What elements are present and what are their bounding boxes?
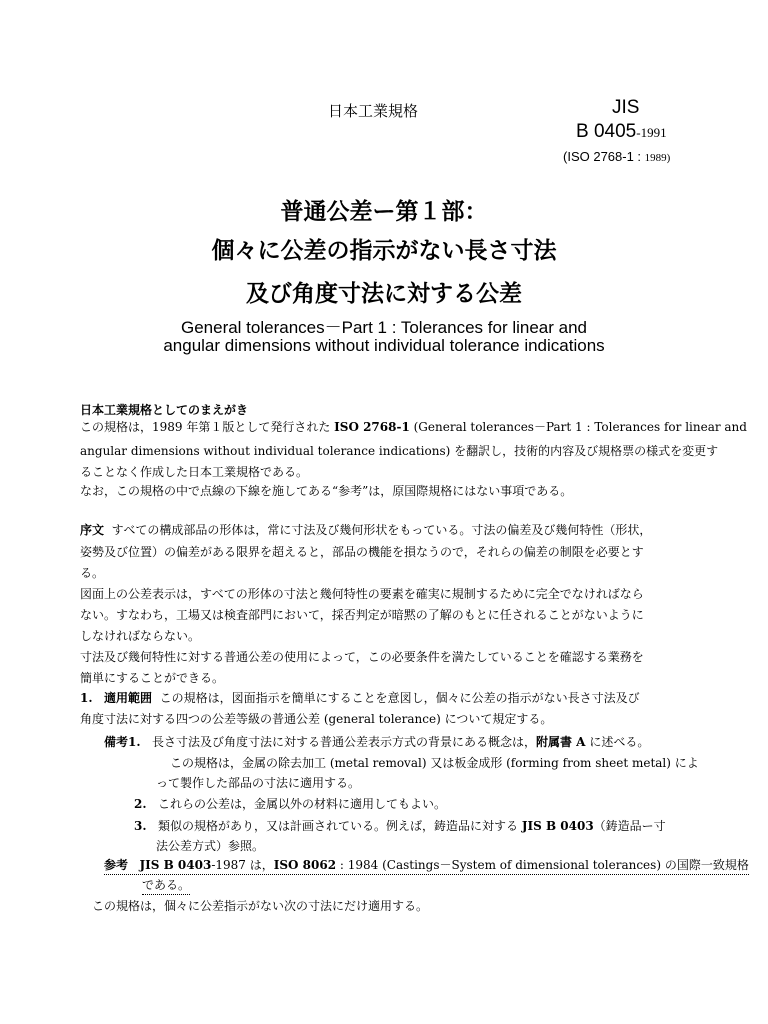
preface-iso-ref: ISO 2768-1: [334, 420, 410, 434]
scope-last-line: この規格は，個々に公差指示がない次の寸法にだけ適用する。: [92, 899, 429, 913]
remark3-line2: 法公差方式）参照。: [156, 839, 265, 853]
remark2: [134, 796, 446, 812]
intro-line8: 簡単にすることができる。: [80, 671, 225, 685]
reference-text-d: : 1984 (Castings－System of dimensional tolerances) の国際一致規格: [336, 858, 749, 872]
title-jp-line3: 及び角度寸法に対する公差: [246, 281, 522, 307]
reference-line1: [104, 857, 749, 875]
preface-line1: [80, 419, 747, 435]
standard-number: B 0405: [576, 121, 637, 142]
intro-label: 序文: [80, 523, 105, 537]
title-en-line2: angular dimensions without individual tolerance indications: [163, 336, 605, 355]
scope-line1: [80, 690, 640, 706]
remark2-text: これらの公差は，金属以外の材料に適用してもよい。: [157, 797, 446, 811]
intro-line4: 図面上の公差表示は，すべての形体の寸法と幾何特性の要素を確実に規制するために完全でなければなら: [80, 587, 644, 601]
reference-jis: JIS B 0403: [139, 858, 212, 872]
title-jp-line2: 個々に公差の指示がない長さ寸法: [211, 238, 557, 264]
remark1-line2: この規格は，金属の除去加工 (metal removal) 又は板金成形 (forming from sheet metal) によ: [170, 756, 699, 770]
reference-label: 参考: [104, 858, 129, 872]
scope-label: 適用範囲: [103, 691, 152, 705]
preface-heading: 日本工業規格としてのまえがき: [80, 403, 249, 417]
preface-line3: ることなく作成した日本工業規格である。: [80, 465, 309, 479]
remark1-text-a: 長さ寸法及び角度寸法に対する普通公差表示方式の背景にある概念は，: [151, 735, 536, 749]
remark1-label: 備考1.: [104, 735, 141, 749]
intro-line2: 姿勢及び位置）の偏差がある限界を超えると，部品の機能を損なうので，それらの偏差の制限を必要とす: [80, 545, 644, 559]
scope-number: 1.: [80, 691, 93, 705]
remark2-number: 2.: [134, 797, 147, 811]
remark1-annex: 附属書 A: [536, 735, 586, 749]
remark3-text-c: （鋳造品ー寸: [593, 819, 666, 833]
header-jp-title: 日本工業規格: [328, 102, 419, 120]
standard-year: -1991: [636, 125, 667, 140]
preface-text-c: (General tolerances－Part 1 : Tolerances for linear and: [409, 420, 747, 434]
iso-number: (ISO 2768-1 :: [563, 149, 645, 164]
title-en-line1: General tolerances－Part 1 : Tolerances for linear and: [180, 318, 588, 337]
remark3-number: 3.: [134, 819, 147, 833]
header-iso-reference: [563, 149, 670, 164]
intro-line6: しなければならない。: [80, 629, 201, 643]
intro-text1: すべての構成部品の形体は，常に寸法及び幾何形状をもっている。寸法の偏差及び幾何特性（形状，: [111, 523, 652, 537]
intro-line3: る。: [80, 566, 105, 580]
header-jis-label: JIS: [612, 97, 640, 118]
remark1-line1: [104, 734, 649, 750]
scope-line2: 角度寸法に対する四つの公差等級の普通公差 (general tolerance) について規定する。: [80, 712, 553, 726]
remark3-text-a: 類似の規格があり，又は計画されている。例えば，鋳造品に対する: [157, 819, 522, 833]
preface-text-a: この規格は，1989 年第１版として発行された: [80, 420, 335, 434]
intro-line7: 寸法及び幾何特性に対する普通公差の使用によって，この必要条件を満たしていることを確認する業務を: [80, 650, 644, 664]
remark3-jis-ref: JIS B 0403: [521, 819, 594, 833]
reference-line2: である。: [142, 877, 190, 895]
remark1-line3: って製作した部品の寸法に適用する。: [156, 776, 361, 790]
remark1-text-c: に述べる。: [585, 735, 650, 749]
iso-year: 1989): [644, 152, 671, 164]
reference-text-b: -1987 は，: [211, 858, 274, 872]
remark3-line1: [134, 818, 666, 834]
reference-iso: ISO 8062: [273, 858, 337, 872]
scope-text1: この規格は，図面指示を簡単にすることを意図し，個々に公差の指示がない長さ寸法及び: [159, 691, 640, 705]
intro-line5: ない。すなわち，工場又は検査部門において，採否判定が暗黙の了解のもとに任されることがないように: [80, 608, 644, 622]
title-jp-line1: 普通公差ー第１部：: [280, 199, 488, 225]
header-standard-number: [576, 121, 667, 143]
preface-line2: angular dimensions without individual tolerance indications) を翻訳し，技術的内容及び規格票の様式を変更す: [80, 444, 719, 458]
intro-line1: [80, 522, 651, 538]
preface-line4: なお，この規格の中で点線の下線を施してある“参考”は，原国際規格にはない事項である。: [80, 484, 573, 498]
